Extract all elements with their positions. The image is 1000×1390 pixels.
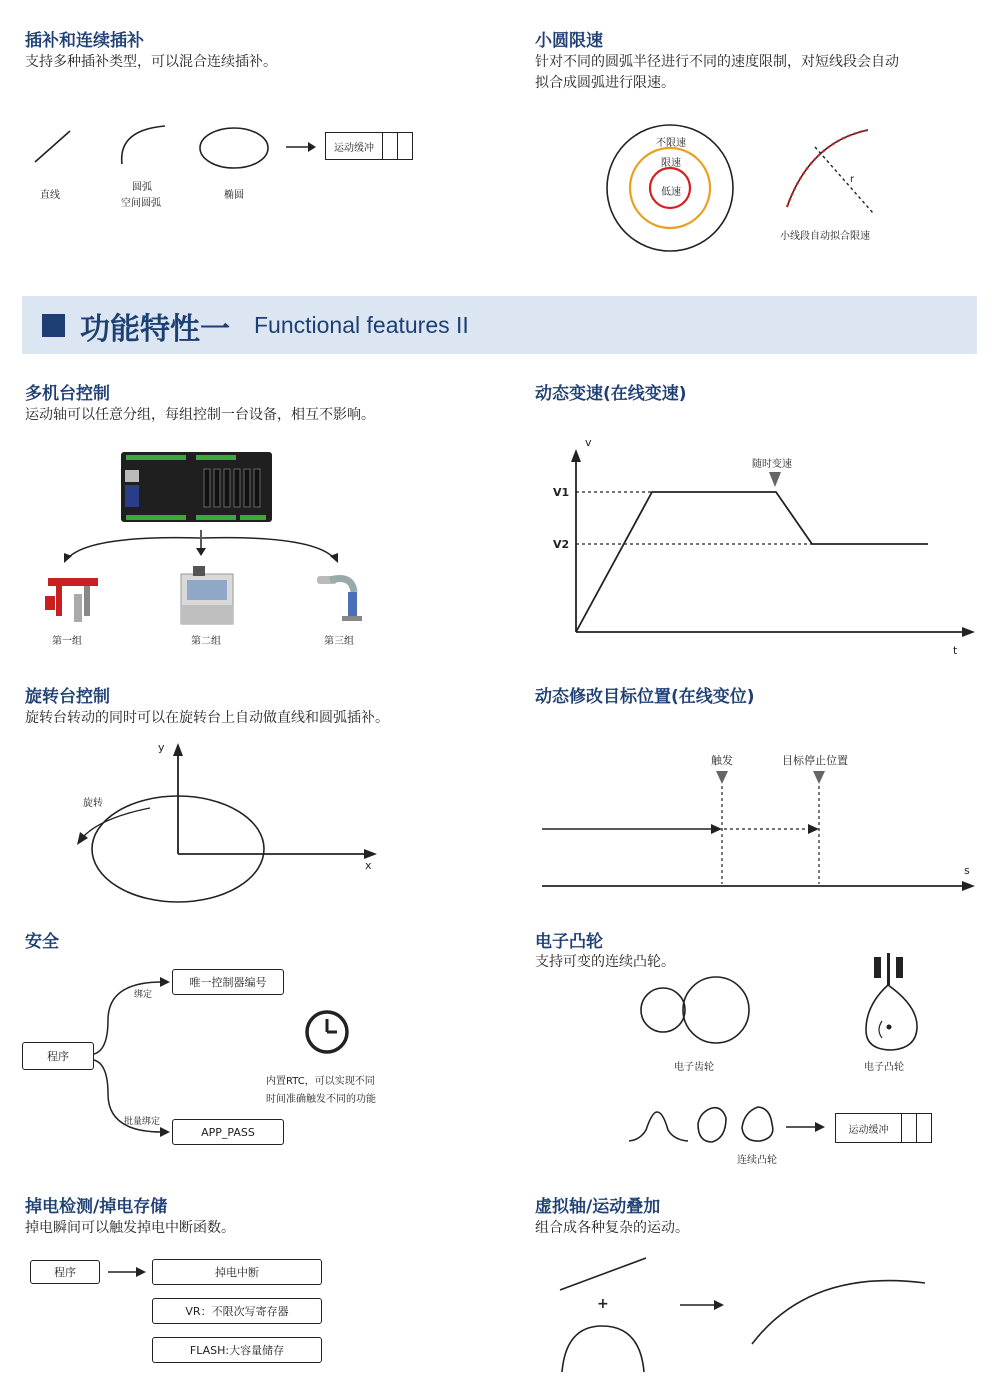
banner-title-cn: 功能特性一 bbox=[80, 312, 230, 347]
rotary-desc: 旋转台转动的同时可以在旋转台上自动做直线和圆弧插补。 bbox=[25, 710, 389, 726]
multi-title: 多机台控制 bbox=[25, 384, 110, 404]
banner-title-en: Functional features II bbox=[254, 312, 469, 338]
gear-label: 电子齿轮 bbox=[674, 1062, 714, 1073]
virtual-desc: 组合成各种复杂的运动。 bbox=[535, 1220, 689, 1236]
cam-label: 电子凸轮 bbox=[864, 1062, 904, 1073]
motion-buffer-label: 运动缓冲 bbox=[326, 133, 383, 159]
space-arc-label: 空间圆弧 bbox=[121, 198, 161, 209]
rotary-y-label: y bbox=[158, 741, 165, 754]
combined-motion-curve bbox=[752, 1281, 925, 1344]
small-circle-desc-2: 拟合成圆弧进行限速。 bbox=[535, 75, 675, 91]
vr-register-box: VR：不限次写寄存器 bbox=[152, 1298, 322, 1324]
virtual-arc-shape bbox=[562, 1326, 644, 1372]
rotation-label: 旋转 bbox=[83, 798, 103, 809]
power-program-box: 程序 bbox=[30, 1260, 100, 1284]
rtc-desc-2: 时间准确触发不同的功能 bbox=[266, 1094, 376, 1105]
fit-label: 小线段自动拟合限速 bbox=[780, 231, 870, 242]
small-circle-title: 小圆限速 bbox=[535, 31, 603, 51]
group-3-label: 第三组 bbox=[324, 636, 354, 647]
cam-title: 电子凸轮 bbox=[535, 932, 603, 952]
line-label: 直线 bbox=[40, 190, 60, 201]
flash-storage-box: FLASH:大容量储存 bbox=[152, 1337, 322, 1363]
power-title: 掉电检测/掉电存储 bbox=[25, 1197, 168, 1217]
s-axis-label: s bbox=[964, 864, 970, 877]
plus-sign: + bbox=[597, 1296, 609, 1312]
interp-title: 插补和连续插补 bbox=[25, 31, 144, 51]
small-circle-desc-1: 针对不同的圆弧半径进行不同的速度限制，对短线段会自动 bbox=[535, 54, 899, 70]
cam-motion-buffer-label: 运动缓冲 bbox=[836, 1114, 902, 1142]
rotary-x-label: x bbox=[365, 859, 372, 872]
power-desc: 掉电瞬间可以触发掉电中断函数。 bbox=[25, 1220, 235, 1236]
trigger-label: 触发 bbox=[711, 754, 733, 767]
t-axis-label: t bbox=[953, 644, 958, 657]
group-2-label: 第二组 bbox=[191, 636, 221, 647]
ellipse-label: 椭圆 bbox=[224, 190, 244, 201]
continuous-cam-label: 连续凸轮 bbox=[737, 1155, 777, 1166]
v-axis-label: v bbox=[585, 436, 592, 449]
bind-label: 绑定 bbox=[134, 990, 153, 1000]
limit-label: 限速 bbox=[661, 158, 681, 169]
interp-desc: 支持多种插补类型，可以混合连续插补。 bbox=[25, 54, 277, 70]
group-1-label: 第一组 bbox=[52, 636, 82, 647]
virtual-title: 虚拟轴/运动叠加 bbox=[535, 1197, 661, 1217]
multi-desc: 运动轴可以任意分组，每组控制一台设备，相互不影响。 bbox=[25, 407, 375, 423]
radius-label: r bbox=[850, 174, 855, 185]
power-interrupt-box: 掉电中断 bbox=[152, 1259, 322, 1285]
dyn-speed-title: 动态变速(在线变速) bbox=[535, 384, 687, 404]
app-pass-box: APP_PASS bbox=[172, 1119, 284, 1145]
unique-id-box: 唯一控制器编号 bbox=[172, 969, 284, 995]
stop-position-label: 目标停止位置 bbox=[782, 754, 848, 767]
virtual-arrow-icon bbox=[714, 1300, 724, 1310]
dyn-pos-title: 动态修改目标位置(在线变位) bbox=[535, 687, 755, 707]
batch-bind-label: 批量绑定 bbox=[124, 1117, 161, 1127]
no-limit-label: 不限速 bbox=[656, 138, 686, 149]
safety-program-box: 程序 bbox=[22, 1042, 94, 1070]
cam-desc: 支持可变的连续凸轮。 bbox=[535, 954, 675, 970]
rtc-desc-1: 内置RTC，可以实现不同 bbox=[266, 1076, 375, 1087]
change-marker-label: 随时变速 bbox=[752, 459, 792, 470]
v2-label: V2 bbox=[553, 538, 570, 551]
virtual-line-shape bbox=[560, 1258, 646, 1290]
v1-label: V1 bbox=[553, 486, 570, 499]
low-speed-label: 低速 bbox=[661, 187, 681, 198]
safety-title: 安全 bbox=[25, 932, 59, 952]
rotary-title: 旋转台控制 bbox=[25, 687, 110, 707]
arc-label: 圆弧 bbox=[132, 182, 152, 193]
